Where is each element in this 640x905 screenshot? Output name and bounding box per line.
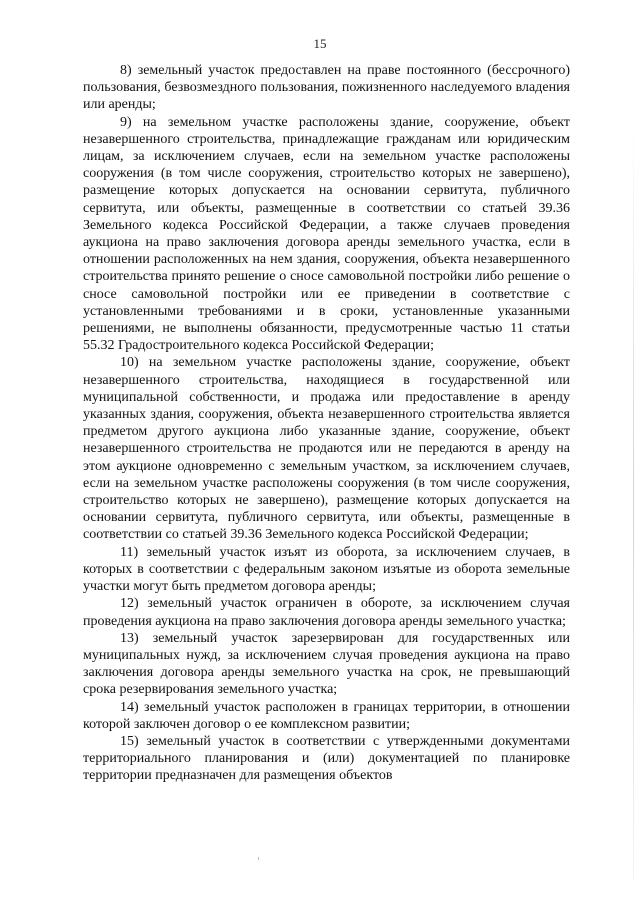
page-number: 15 bbox=[313, 36, 327, 51]
paragraph-item-10: 10) на земельном участке расположены здание, сооружение, объект незавершенного строительства, находящиеся в государственной или муниципальной собственности, и продажа или предоставление в аренду указанных здания, сооружения, объекта незавершенного строительства является предметом другого аукциона либо указанные здание, сооружение, объект незавершенного строительства не продаются или не передаются в аренду на этом аукционе одновременно с земельным участком, за исключением случаев, если на земельном участке расположены сооружения (в том числе сооружения, строительство которых не завершено), размещение которых допускается на основании сервитута, публичного сервитута, или объекты, размещенные в соответствии со статьей 39.36 Земельного кодекса Российской Федерации; bbox=[83, 355, 570, 543]
paragraph-item-9: 9) на земельном участке расположены здание, сооружение, объект незавершенного строительства, принадлежащие гражданам или юридическим лицам, за исключением случаев, если на земельном участке расположены сооружения (в том числе сооружения, строительство которых не завершено), размещение которых допускается на основании сервитута, публичного сервитута, или объекты, размещенные в соответствии со статьей 39.36 Земельного кодекса Российской Федерации, а также случаев проведения аукциона на право заключения договора аренды земельного участка, если в отношении расположенных на нем здания, сооружения, объекта незавершенного строительства принято решение о сносе самовольной постройки либо решение о сносе самовольной постройки или ее приведении в соответствие с установленными требованиями и в сроки, установленные указанными решениями, не выполнены обязанности, предусмотренные частью 11 статьи 55.32 Градостроительного кодекса Российской Федерации; bbox=[83, 114, 570, 354]
paragraph-item-8: 8) земельный участок предоставлен на праве постоянного (бессрочного) пользования, безвозмездного пользования, пожизненного наследуемого владения или аренды; bbox=[83, 63, 570, 113]
paragraph-item-14: 14) земельный участок расположен в границах территории, в отношении которой заключен договор о ее комплексном развитии; bbox=[83, 699, 570, 732]
paragraph-item-12: 12) земельный участок ограничен в обороте, за исключением случая проведения аукциона на право заключения договора аренды земельного участка; bbox=[83, 596, 570, 629]
paragraph-item-11: 11) земельный участок изъят из оборота, за исключением случаев, в которых в соответствии с федеральным законом изъятые из оборота земельные участки могут быть предметом договора аренды; bbox=[83, 544, 570, 595]
paragraph-item-15: 15) земельный участок в соответствии с утвержденными документами территориального планирования и (или) документацией по планировке территории предназначен для размещения объектов bbox=[83, 733, 570, 784]
document-body bbox=[83, 62, 570, 785]
scan-edge-line bbox=[633, 120, 634, 880]
paragraph-item-13: 13) земельный участок зарезервирован для государственных или муниципальных нужд, за исключением случая проведения аукциона на право заключения договора аренды земельного участка на срок, не превышающий срока резервирования земельного участка; bbox=[83, 630, 570, 698]
scan-speck bbox=[258, 857, 259, 860]
